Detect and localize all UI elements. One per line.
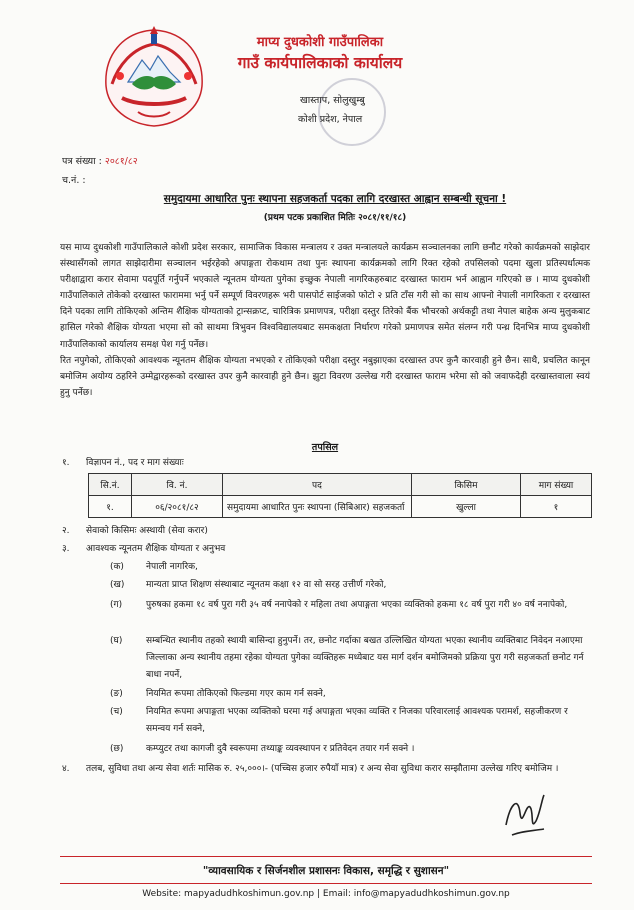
item-number: ३.: [62, 544, 70, 554]
qualification-mark: (ग): [110, 600, 123, 610]
col-header: किसिम: [412, 474, 521, 496]
municipality-name: माप्य दुधकोशी गाउँपालिका: [256, 35, 384, 50]
item-number: ४.: [62, 764, 70, 774]
notice-body: [60, 240, 590, 401]
table-cell: खुल्ला: [412, 496, 521, 518]
office-heading: [200, 34, 440, 74]
table-header-row: [89, 474, 592, 496]
office-title: गाउँ कार्यपालिकाको कार्यालय: [237, 54, 403, 72]
table-cell: ०६/२०८१/८२: [132, 496, 223, 518]
qualification-text: कम्प्युटर तथा कागजी दुवै स्वरूपमा तथ्याङ्क व्यवस्थापन र प्रतिवेदन तयार गर्न सक्ने ।: [146, 744, 415, 754]
body-paragraph: रित नपुगेको, तोकिएको आवश्यक न्यूनतम शैक्षिक योग्यता नभएको र तोकिएको परीक्षा दस्तुर नबुझाएका दरखास्त उपर कुनै कारवाही हुने छैन। साथै, प्रचलित कानून बमोजिम अयोग्य ठहरिने उम्मेद्वारहरूको दरखास्त उपर कुनै कारवाही हुने छैन। झुटा विवरण उल्लेख गरी दरखास्त फाराम भरेमा सो को जवाफदेही दरखास्तवाला स्वयं हुनु पर्नेछ।: [60, 355, 590, 398]
address-line-1: खास्ताप, सोलुखुम्बु: [300, 95, 365, 106]
qualification-text: पुरुषका हकमा १८ वर्ष पुरा गरी ३५ वर्ष ननापेको र महिला तथा अपाङ्गता भएका व्यक्तिको हकमा १८ वर्ष पुरा गरी ४० वर्ष ननापेको,: [146, 600, 568, 610]
qualification-mark: (ङ): [110, 689, 123, 699]
letter-number-value: २०८१/८२: [104, 156, 138, 167]
dispatch-number: च.नं. :: [62, 175, 86, 186]
publish-date: (प्रथम पटक प्रकाशित मितिः २०८१/११/१८): [263, 213, 407, 223]
letter-number-label: पत्र संख्या :: [62, 156, 102, 167]
body-paragraph: यस माप्य दुधकोशी गाउँपालिकाले कोशी प्रदेश सरकार, सामाजिक विकास मन्त्रालय र उक्त मन्त्रालयले कार्यक्रम सञ्चालनका लागि छनौट गरेको कार्यक्रमको साझेदार संस्थासँगको लागत साझेदारीमा सञ्चालन भईरहेको अपाङ्गता रोकथाम तथा पुनः स्थापना कार्यक्रमको लागि रिक्त रहेको तपसिलको पदमा खुला प्रतिस्पर्धात्मक परीक्षाद्वारा करार सेवामा पदपूर्ति गर्नुपर्ने भएकाले न्यूनतम योग्यता पुगेका इच्छुक नेपाली नागरिकहरुबाट दरखास्त फाराम भर्न आह्वान गरिएको छ । माप्य दुधकोशी गाउँपालिकाले तोकेको दरखास्त फाराममा भर्नु पर्ने सम्पूर्ण विवरणहरू भरी पासपोर्ट साईजको फोटो २ प्रति टाँस गरी सो का साथ आफ्नो नेपाली नागरिकता र दरखास्त दिने पदका लागि तोकिएको अन्तिम शैक्षिक योग्यताको ट्रान्सक्रप्ट, चारित्रिक प्रमाणपत्र, परीक्षा दस्तुर तिरेको बैंक भौचरको अर्थकट्टी तथा नेपाल बाहेक अन्य मुलुकबाट हासिल गरेको शैक्षिक योग्यता भएमा सो को साथमा त्रिभुवन विश्वविद्यालयबाट समकक्षता निर्धारण गरेको प्रमाणपत्र समेत संलग्न गरी पन्ध्र दिनभित्र माप्य दुधकोशी गाउँपालिकाको कार्यालय समक्ष पेश गर्नु पर्नेछ।: [60, 243, 590, 350]
footer-divider: [60, 883, 592, 884]
qualification-text: सम्बन्धित स्थानीय तहको स्थायी बासिन्दा हुनुपर्ने। तर, छनोट गर्दाका बखत उल्लिखित योग्यता भएका स्थानीय व्यक्तिबाट निवेदन नआएमा जिल्लाका अन्य स्थानीय तहमा रहेका योग्यता पुगेका व्यक्तिहरू मध्येबाट यस मार्ग दर्शन बमोजिमको प्रक्रिया पुरा गरी सहजकर्ता छनोट गर्न बाधा नपर्ने,: [146, 636, 584, 680]
notice-subject: समुदायमा आधारित पुनः स्थापना सहजकर्ता पदका लागि दरखास्त आह्वान सम्बन्धी सूचना !: [163, 193, 507, 205]
item-number: १.: [62, 458, 70, 468]
item-text: विज्ञापन नं., पद र माग संख्याः: [86, 458, 184, 468]
qualification-mark: (घ): [110, 636, 123, 646]
footer-contact: Website: mapyadudhkoshimun.gov.np | Email: info@mapyadudhkoshimun.gov.np: [142, 889, 510, 899]
qualification-mark: (च): [110, 707, 123, 717]
item-text: आवश्यक न्यूनतम शैक्षिक योग्यता र अनुभव: [86, 544, 226, 554]
qualification-mark: (क): [110, 562, 124, 572]
qualification-mark: (ख): [110, 580, 125, 590]
qualification-text: नेपाली नागरिक,: [146, 562, 198, 572]
table-row: [89, 496, 592, 518]
address-line-2: कोशी प्रदेश, नेपाल: [298, 114, 363, 125]
table-cell: १: [521, 496, 592, 518]
table-cell: समुदायमा आधारित पुनः स्थापना (सिबिआर) सहजकर्ता: [223, 496, 412, 518]
col-header: माग संख्या: [521, 474, 592, 496]
qualification-text: नियमित रूपमा तोकिएको फिल्डमा गएर काम गर्न सक्ने,: [146, 689, 326, 699]
signature: [500, 785, 550, 845]
qualification-text: मान्यता प्राप्त शिक्षण संस्थाबाट न्यूनतम कक्षा १२ वा सो सरह उत्तीर्ण गरेको,: [146, 580, 387, 590]
qualification-mark: (छ): [110, 744, 124, 754]
col-header: सि.नं.: [89, 474, 132, 496]
footer-divider: [60, 856, 592, 857]
table-cell: १.: [89, 496, 132, 518]
col-header: वि. नं.: [132, 474, 223, 496]
col-header: पद: [223, 474, 412, 496]
vacancy-table: [88, 473, 592, 518]
item-text: तलब, सुविधा तथा अन्य सेवा शर्तः मासिक रु. २५,०००।- (पच्चिस हजार रुपैयाँ मात्र) र अन्य सेवा सुविधा करार सम्झौतामा उल्लेख गरिए बमोजिम ।: [86, 764, 559, 774]
qualification-text: नियमित रूपमा अपाङ्गता भएका व्यक्तिको घरमा गई अपाङ्गता भएका व्यक्ति र निजका परिवारलाई आवश्यक परामर्श, सहजीकरण र समन्वय गर्न सक्ने,: [146, 707, 568, 734]
schedule-heading: तपसिल: [311, 442, 339, 453]
letter-number: [62, 154, 138, 167]
item-text: सेवाको किसिमः अस्थायी (सेवा करार): [86, 526, 208, 536]
footer-motto: "व्यावसायिक र सिर्जनशील प्रशासनः विकास, समृद्धि र सुशासन": [202, 865, 450, 877]
item-number: २.: [62, 526, 70, 536]
